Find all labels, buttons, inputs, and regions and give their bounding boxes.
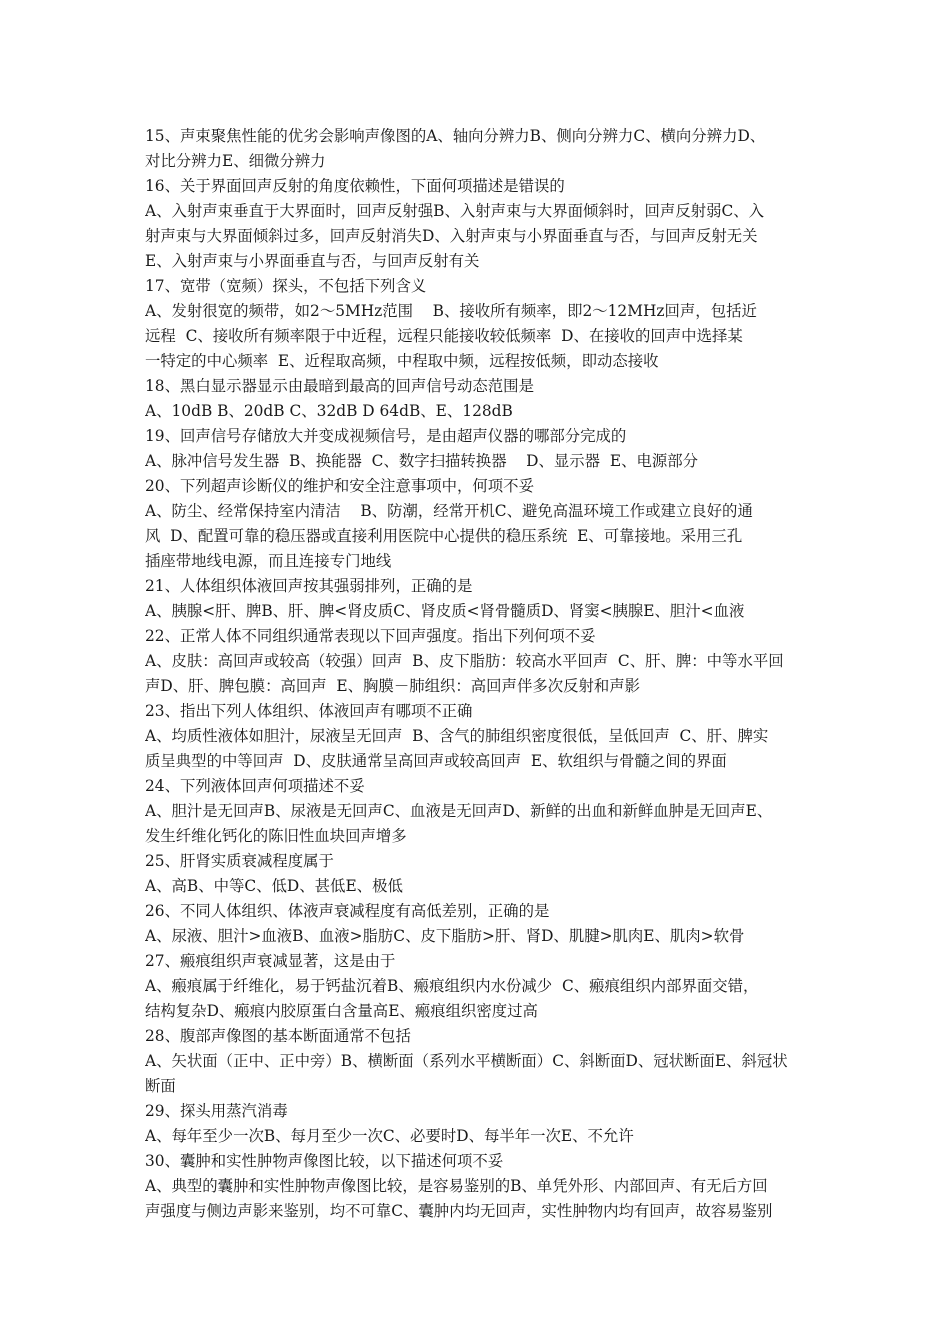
text-line: 21、人体组织体液回声按其强弱排列，正确的是 — [145, 577, 473, 595]
text-line: 19、回声信号存储放大并变成视频信号，是由超声仪器的哪部分完成的 — [145, 427, 627, 445]
text-line: A、均质性液体如胆汁，尿液呈无回声 B、含气的肺组织密度很低，呈低回声 C、肝、脾实 — [145, 727, 769, 745]
text-line: 15、声束聚焦性能的优劣会影响声像图的A、轴向分辨力B、侧向分辨力C、横向分辨力D、 — [145, 127, 766, 145]
text-line: A、胆汁是无回声B、尿液是无回声C、血液是无回声D、新鲜的出血和新鲜血肿是无回声E、 — [145, 802, 773, 820]
text-line: A、皮肤：高回声或较高（较强）回声 B、皮下脂肪：较高水平回声 C、肝、脾：中等水平回 — [145, 652, 784, 670]
text-line: A、入射声束垂直于大界面时，回声反射强B、入射声束与大界面倾斜时，回声反射弱C、入 — [145, 202, 765, 220]
text-line: E、入射声束与小界面垂直与否，与回声反射有关 — [145, 252, 480, 270]
text-line: 声D、肝、脾包膜：高回声 E、胸膜－肺组织：高回声伴多次反射和声影 — [145, 677, 641, 695]
text-line: 18、黑白显示器显示由最暗到最高的回声信号动态范围是 — [145, 377, 534, 395]
text-line: A、每年至少一次B、每月至少一次C、必要时D、每半年一次E、不允许 — [145, 1127, 634, 1145]
text-line: 24、下列液体回声何项描述不妥 — [145, 777, 365, 795]
text-line: A、瘢痕属于纤维化，易于钙盐沉着B、瘢痕组织内水份减少 C、瘢痕组织内部界面交错， — [145, 977, 759, 995]
text-line: 29、探头用蒸汽消毒 — [145, 1102, 288, 1120]
text-line: 26、不同人体组织、体液声衰减程度有高低差别，正确的是 — [145, 902, 550, 920]
text-line: A、胰腺<肝、脾B、肝、脾<肾皮质C、肾皮质<肾骨髓质D、肾窦<胰腺E、胆汁<血液 — [145, 602, 745, 620]
text-line: A、脉冲信号发生器 B、换能器 C、数字扫描转换器 D、显示器 E、电源部分 — [145, 452, 699, 470]
text-line: 25、肝肾实质衰减程度属于 — [145, 852, 334, 870]
text-line: 风 D、配置可靠的稳压器或直接利用医院中心提供的稳压系统 E、可靠接地。采用三孔 — [145, 527, 743, 545]
text-line: 一特定的中心频率 E、近程取高频，中程取中频，远程按低频，即动态接收 — [145, 352, 659, 370]
document-page — [145, 124, 815, 1224]
text-line: A、矢状面（正中、正中旁）B、横断面（系列水平横断面）C、斜断面D、冠状断面E、斜冠状 — [145, 1052, 788, 1070]
text-line: 发生纤维化钙化的陈旧性血块回声增多 — [145, 827, 407, 845]
text-line: 射声束与大界面倾斜过多，回声反射消失D、入射声束与小界面垂直与否，与回声反射无关 — [145, 227, 758, 245]
text-line: 对比分辨力E、细微分辨力 — [145, 152, 326, 170]
text-line: 27、瘢痕组织声衰减显著，这是由于 — [145, 952, 396, 970]
text-line: 16、关于界面回声反射的角度依赖性，下面何项描述是错误的 — [145, 177, 565, 195]
text-line: A、10dB B、20dB C、32dB D 64dB、E、128dB — [145, 402, 513, 420]
text-line: 20、下列超声诊断仪的维护和安全注意事项中，何项不妥 — [145, 477, 534, 495]
text-line: A、尿液、胆汁>血液B、血液>脂肪C、皮下脂肪>肝、肾D、肌腱>肌肉E、肌肉>软骨 — [145, 927, 745, 945]
text-line: A、高B、中等C、低D、甚低E、极低 — [145, 877, 403, 895]
text-line: 结构复杂D、瘢痕内胶原蛋白含量高E、瘢痕组织密度过高 — [145, 1002, 538, 1020]
text-line: 28、腹部声像图的基本断面通常不包括 — [145, 1027, 411, 1045]
text-line: A、防尘、经常保持室内清洁 B、防潮，经常开机C、避免高温环境工作或建立良好的通 — [145, 502, 753, 520]
text-line: 30、囊肿和实性肿物声像图比较，以下描述何项不妥 — [145, 1152, 504, 1170]
text-line: 质呈典型的中等回声 D、皮肤通常呈高回声或较高回声 E、软组织与骨髓之间的界面 — [145, 752, 727, 770]
text-line: A、发射很宽的频带，如2～5MHz范围 B、接收所有频率，即2～12MHz回声，包括近 — [145, 302, 757, 320]
text-line: 17、宽带（宽频）探头，不包括下列含义 — [145, 277, 427, 295]
text-line: 插座带地线电源，而且连接专门地线 — [145, 552, 392, 570]
text-line: 断面 — [145, 1077, 176, 1095]
text-line: 22、正常人体不同组织通常表现以下回声强度。指出下列何项不妥 — [145, 627, 596, 645]
text-line: 声强度与侧边声影来鉴别，均不可靠C、囊肿内均无回声，实性肿物内均有回声，故容易鉴别 — [145, 1202, 773, 1220]
text-line: A、典型的囊肿和实性肿物声像图比较，是容易鉴别的B、单凭外形、内部回声、有无后方回 — [145, 1177, 768, 1195]
text-line: 23、指出下列人体组织、体液回声有哪项不正确 — [145, 702, 473, 720]
text-line: 远程 C、接收所有频率限于中近程，远程只能接收较低频率 D、在接收的回声中选择某 — [145, 327, 743, 345]
